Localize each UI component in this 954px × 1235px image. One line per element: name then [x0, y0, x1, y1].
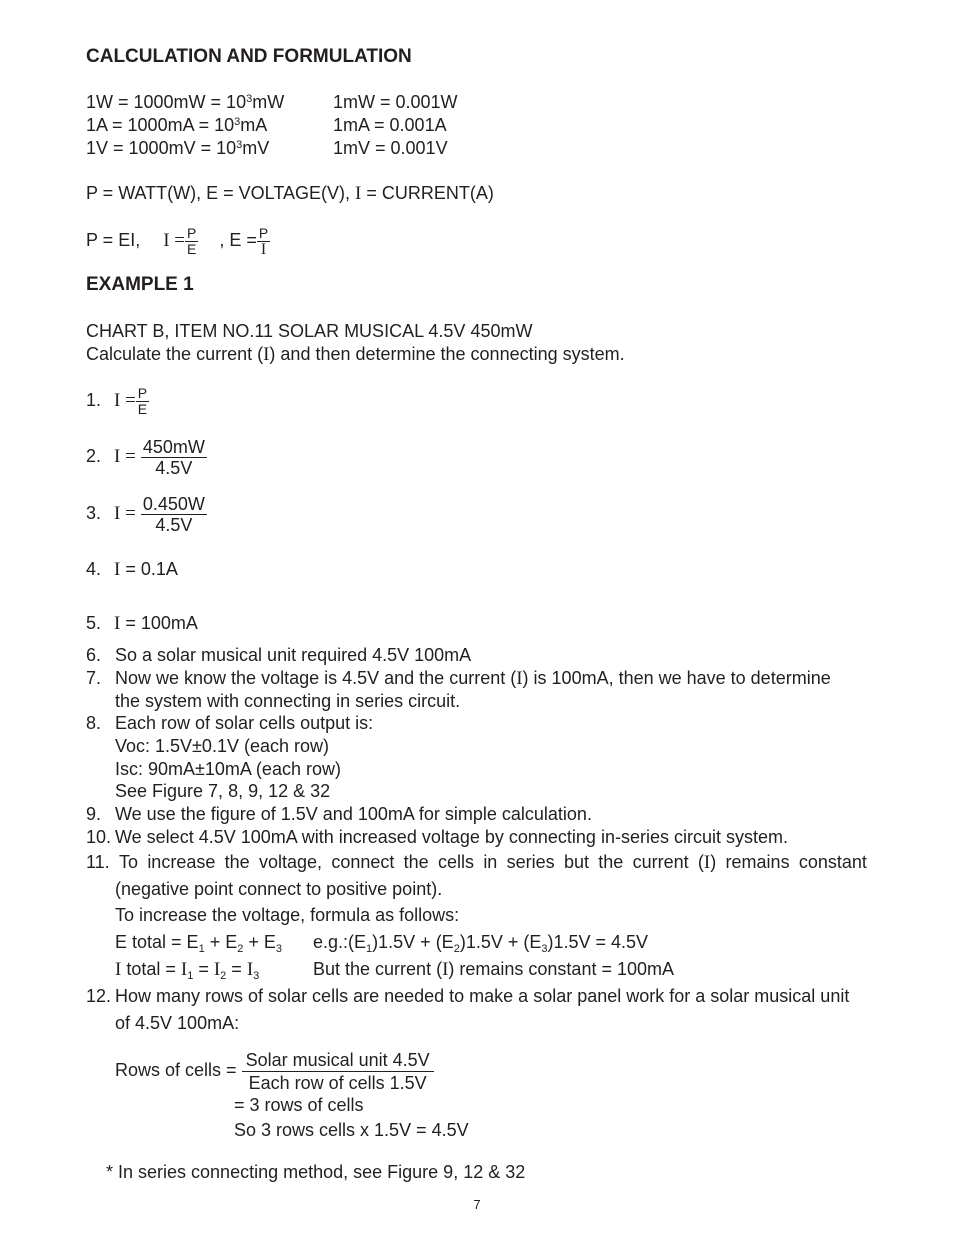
unit-row-watt: $1W = 1000mW = 10^3mW$ [86, 92, 285, 112]
item-11-constant-current: But the current (I) remains constant = 100mA [313, 959, 674, 980]
page-heading: CALCULATION AND FORMULATION [86, 46, 412, 67]
item-8-voc: Voc: 1.5V±0.1V (each row) [115, 736, 329, 756]
item-8-num: 8. [86, 713, 102, 733]
item-9-text: We use the figure of 1.5V and 100mA for simple calculation. [115, 804, 592, 824]
item-8-line1: Each row of solar cells output is: [115, 713, 374, 733]
example-title: EXAMPLE 1 [86, 274, 194, 295]
unit-row-volt: $1V = 1000mV = 10^3mV$ [86, 138, 270, 158]
item-6-num: 6. [86, 645, 102, 665]
unit-row-amp: $1A = 1000mA = 10^3mA$ [86, 115, 268, 135]
definitions-line: P = WATT(W), E = VOLTAGE(V), I = CURRENT(A) [86, 183, 494, 204]
item-11-num: 11. [86, 852, 110, 872]
step-3: 3. I = $\frac{0.450W}{4.5V}$ [86, 493, 205, 535]
step-4: 4. I = 0.1A [86, 559, 178, 580]
item-8-see-figure: See Figure 7, 8, 9, 12 & 32 [115, 781, 331, 801]
formula-line: P = EI, I = $\frac{P}{E}$ , E = $\frac{P}{I}$ [86, 224, 269, 258]
item-11-e-total: E total = $E_1 + E_2 + E_3$ [115, 932, 282, 955]
item-11-i-total: I total = $I_1 = I_2 = I_3$ [115, 959, 260, 982]
page-number: 7 [473, 1197, 481, 1212]
item-10-num: 10. [86, 827, 112, 847]
example-intro-line1: CHART B, ITEM NO.11 SOLAR MUSICAL 4.5V 450mW [86, 321, 533, 341]
item-12-line1: How many rows of solar cells are needed to make a solar panel work for a solar musical unit [115, 986, 850, 1006]
step-2: 2. I = $\frac{450mW}{4.5V}$ [86, 436, 205, 478]
item-6-text: So a solar musical unit required 4.5V 100mA [115, 645, 472, 665]
unit-row-amp-right: 1mA = 0.001A [333, 115, 447, 135]
step-1: 1. I = $\frac{P}{E}$ [86, 384, 148, 417]
footnote: * In series connecting method, see Figure 9, 12 & 32 [106, 1162, 526, 1182]
example-intro-line2: Calculate the current (I) and then determine the connecting system. [86, 344, 625, 365]
item-10-text: We select 4.5V 100mA with increased voltage by connecting in-series circuit system. [115, 827, 788, 847]
step-5: 5. I = 100mA [86, 613, 198, 634]
unit-row-watt-right: 1mW = 0.001W [333, 92, 458, 112]
unit-row-volt-right: 1mV = 0.001V [333, 138, 448, 158]
rows-result: = 3 rows of cells [234, 1095, 364, 1115]
item-11-line3: To increase the voltage, formula as follows: [115, 905, 460, 925]
rows-check: So 3 rows cells x 1.5V = 4.5V [234, 1120, 469, 1140]
item-11-line2: (negative point connect to positive point). [115, 879, 443, 899]
item-11-line1: To increase the voltage, connect the cells in series but the current (I) remains constant [119, 852, 867, 873]
item-7-line1: Now we know the voltage is 4.5V and the current (I) is 100mA, then we have to determine [115, 668, 831, 689]
rows-of-cells-formula: Rows of cells = $\frac{\text{Solar musical unit 4.5V}}{\text{Each row of cells 1.5V}}$ [115, 1047, 434, 1094]
item-12-num: 12. [86, 986, 112, 1006]
item-11-example: $e.g.:(E_1)1.5V + (E_2)1.5V + (E_3)1.5V = 4.5V$ [313, 932, 649, 955]
item-9-num: 9. [86, 804, 102, 824]
item-8-isc: Isc: 90mA±10mA (each row) [115, 759, 341, 779]
item-7-line2: the system with connecting in series circuit. [115, 691, 461, 711]
item-7-num: 7. [86, 668, 102, 688]
item-12-line2: of 4.5V 100mA: [115, 1013, 240, 1033]
